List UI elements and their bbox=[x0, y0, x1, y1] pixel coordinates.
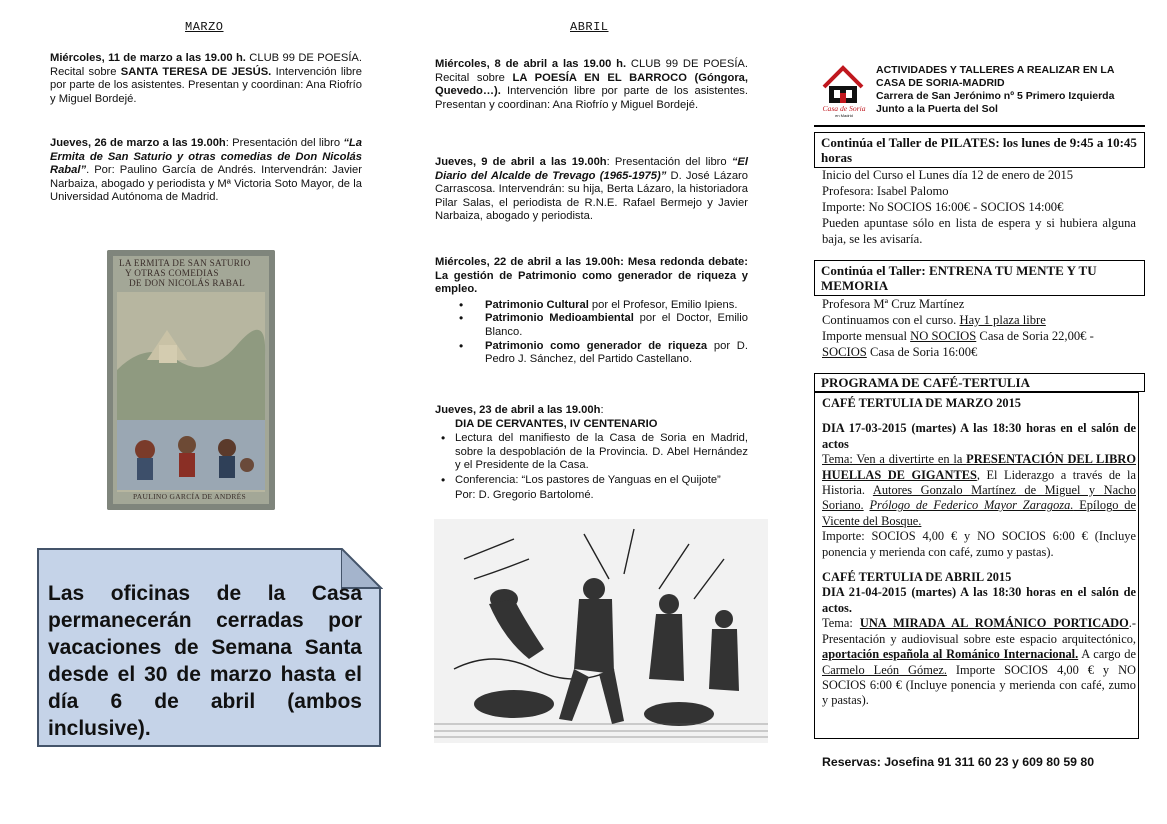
event-date: Jueves, 26 de marzo a las 19.00h bbox=[50, 137, 226, 149]
book-cover-title-2: Y OTRAS COMEDIAS bbox=[125, 268, 219, 278]
event-date: Miércoles, 22 de abril a las 19.00h bbox=[435, 256, 621, 268]
mente-details: Profesora Mª Cruz Martínez Continuamos con el curso. Hay 1 plaza libre Importe mensual NO SOCIOS Casa de Soria 22,00€ - SOCIOS Casa de Soria 16:00€ bbox=[822, 297, 1094, 359]
logo-text: Casa de Soria bbox=[822, 104, 866, 113]
don-quijote-engraving bbox=[434, 519, 768, 743]
event-subject: LA POESÍA EN EL BARROCO (Góngora, Quevedo…). bbox=[435, 71, 749, 98]
list-item: • Lectura del manifiesto de la Casa de Soria en Madrid, sobre la despoblación de la Provincia. D. Abel Hernández y el Presidente de la Casa. bbox=[435, 432, 748, 473]
pilates-details: Inicio del Curso el Lunes día 12 de enero de 2015 Profesora: Isabel Palomo Importe: No SOCIOS 16:00€ - SOCIOS 14:00€ Pueden apuntase sólo en lista de espera y si hubiera alguna baja, se les avisaría. bbox=[822, 168, 1136, 246]
event-details: Intervención libre por parte de los asistentes. Presentan y coordinan: Ana Riofrío y Miguel Bordejé. bbox=[50, 65, 362, 105]
mente-title-box: Continúa el Taller: ENTRENA TU MENTE Y TU MEMORIA bbox=[814, 260, 1145, 296]
organization-header bbox=[876, 64, 1114, 116]
book-title: “La Ermita de San Saturio y otras comedias de Don Nicolás Rabal” bbox=[50, 137, 362, 177]
cafe-marzo-description: Tema: Ven a divertirte en la PRESENTACIÓN DEL LIBRO HUELLAS DE GIGANTES, El Liderazgo a través de la Historia. Autores Gonzalo Martínez de Miguel y Nacho Soriano. Prólogo de Federico Mayor Zaragoza. Epílogo de Vicente del Bosque. bbox=[822, 452, 1136, 528]
event-intro: : Presentación del libro bbox=[606, 156, 732, 168]
marzo-event-1 bbox=[50, 52, 362, 106]
abril-event-2 bbox=[435, 156, 748, 224]
marzo-event-2 bbox=[50, 137, 362, 205]
book-cover-illustration bbox=[107, 250, 275, 510]
book-title: “El Diario del Alcalde de Trevago (1965-1975)” bbox=[435, 156, 748, 182]
event-title: : Mesa redonda debate: La gestión de Patrimonio como generador de riqueza y empleo. bbox=[435, 256, 748, 296]
abril-heading: ABRIL bbox=[570, 20, 609, 34]
list-item: • Patrimonio como generador de riqueza por D. Pedro J. Sánchez, del Partido Castellano. bbox=[435, 340, 748, 367]
abril-event-3 bbox=[435, 256, 748, 367]
header-line: CASA DE SORIA-MADRID bbox=[876, 77, 1005, 89]
abril-event-4: Jueves, 23 de abril a las 19.00h: DIA DE CERVANTES, IV CENTENARIO • Lectura del manifiesto de la Casa de Soria en Madrid, sobre la despoblación de la Provincia. D. Abel Hernández y el Presidente de la Casa. • Conferencia: “Los pastores de Yanguas en el Quijote” Por: D. Gregorio Bartolomé. bbox=[435, 404, 748, 502]
header-line: Carrera de San Jerónimo nº 5 Primero Izquierda bbox=[876, 90, 1115, 102]
speaker-list bbox=[435, 299, 748, 367]
cafe-marzo-date: DIA 17-03-2015 (martes) A las 18:30 horas en el salón de actos bbox=[822, 421, 1136, 451]
event-date: Jueves, 23 de abril a las 19.00h bbox=[435, 404, 601, 416]
event-intro: : Presentación del libro bbox=[225, 137, 344, 149]
event-title: DIA DE CERVANTES, IV CENTENARIO bbox=[455, 417, 658, 430]
engraving-illustration bbox=[434, 519, 768, 743]
list-item: • Patrimonio Medioambiental por el Doctor, Emilio Blanco. bbox=[435, 312, 748, 339]
reservations-contact: Reservas: Josefina 91 311 60 23 y 609 80 59 80 bbox=[822, 755, 1095, 769]
event-date: Jueves, 9 de abril a las 19.00h bbox=[435, 156, 607, 168]
abril-event-1 bbox=[435, 58, 748, 112]
event-details: . Por: Paulino García de Andrés. Intervendrán: Javier Narbaiza, abogado y periodista y Mª Victoria Soto Mayor, de la Universidad Autónoma de Madrid. bbox=[50, 164, 362, 204]
list-item: • Conferencia: “Los pastores de Yanguas en el Quijote” bbox=[435, 474, 748, 488]
cafe-marzo-title: CAFÉ TERTULIA DE MARZO 2015 bbox=[822, 396, 1021, 410]
event-intro: CLUB 99 DE POESÍA. Recital sobre bbox=[50, 52, 363, 78]
logo-subtext: en Madrid bbox=[835, 113, 853, 118]
cafe-tertulia-content bbox=[822, 396, 1136, 709]
marzo-heading: MARZO bbox=[185, 20, 224, 34]
cafe-marzo-price: Importe: SOCIOS 4,00 € y NO SOCIOS 6:00 € (Incluye ponencia y merienda con café, zumo y pastas). bbox=[822, 529, 1136, 559]
cafe-abril-date: DIA 21-04-2015 (martes) A las 18:30 horas en el salón de actos. bbox=[822, 585, 1136, 615]
book-cover-image bbox=[107, 250, 275, 510]
book-cover-title-1: LA ERMITA DE SAN SATURIO bbox=[119, 258, 251, 268]
event-date: Miércoles, 8 de abril a las 19.00 h. bbox=[435, 58, 627, 70]
list-item: • Patrimonio Cultural por el Profesor, Emilio Ipiens. bbox=[435, 299, 748, 313]
header-line: ACTIVIDADES Y TALLERES A REALIZAR EN LA bbox=[876, 64, 1115, 76]
header-line: Junto a la Puerta del Sol bbox=[876, 103, 998, 115]
event-subject: SANTA TERESA DE JESÚS. bbox=[120, 65, 272, 78]
pilates-title-box: Continúa el Taller de PILATES: los lunes de 9:45 a 10:45 horas bbox=[814, 132, 1145, 168]
book-cover-author: PAULINO GARCÍA DE ANDRÉS bbox=[133, 492, 246, 501]
notice-text: Las oficinas de la Casa permanecerán cerradas por vacaciones de Semana Santa desde el 30 de marzo hasta el día 6 de abril (ambos inclusive). bbox=[48, 582, 362, 740]
cafe-program-title: PROGRAMA DE CAFÉ-TERTULIA bbox=[814, 373, 1145, 392]
event-date: Miércoles, 11 de marzo a las 19.00 h. bbox=[50, 52, 246, 64]
event-intro: CLUB 99 DE POESÍA. Recital sobre bbox=[435, 58, 749, 84]
header-rule bbox=[814, 125, 1145, 127]
book-cover-title-3: DE DON NICOLÁS RABAL bbox=[129, 278, 245, 288]
event-details: D. José Lázaro Carrascosa. Intervendrán: su hija, Berta Lázaro, la historiadora Pilar Salas, el periodista de R.N.E. Rafael Bermejo y Javier Narbaiza, abogado y periodista. bbox=[435, 169, 748, 223]
speaker-credit: Por: D. Gregorio Bartolomé. bbox=[455, 488, 594, 501]
event-details: Intervención libre por parte de los asistentes. Presentan y coordinan: Ana Riofrío y Miguel Bordejé. bbox=[435, 85, 748, 111]
cafe-abril-title: CAFÉ TERTULIA DE ABRIL 2015 bbox=[822, 570, 1012, 585]
program-list bbox=[435, 432, 748, 487]
cafe-abril-description: Tema: UNA MIRADA AL ROMÁNICO PORTICADO.- Presentación y audiovisual sobre este espacio arquitectónico, aportación española al Románico Internacional. A cargo de Carmelo León Gómez. Importe SOCIOS 4,00 € y NO SOCIOS 6:00 € (Incluye ponencia y merienda con café, zumo y pastas). bbox=[822, 616, 1136, 708]
